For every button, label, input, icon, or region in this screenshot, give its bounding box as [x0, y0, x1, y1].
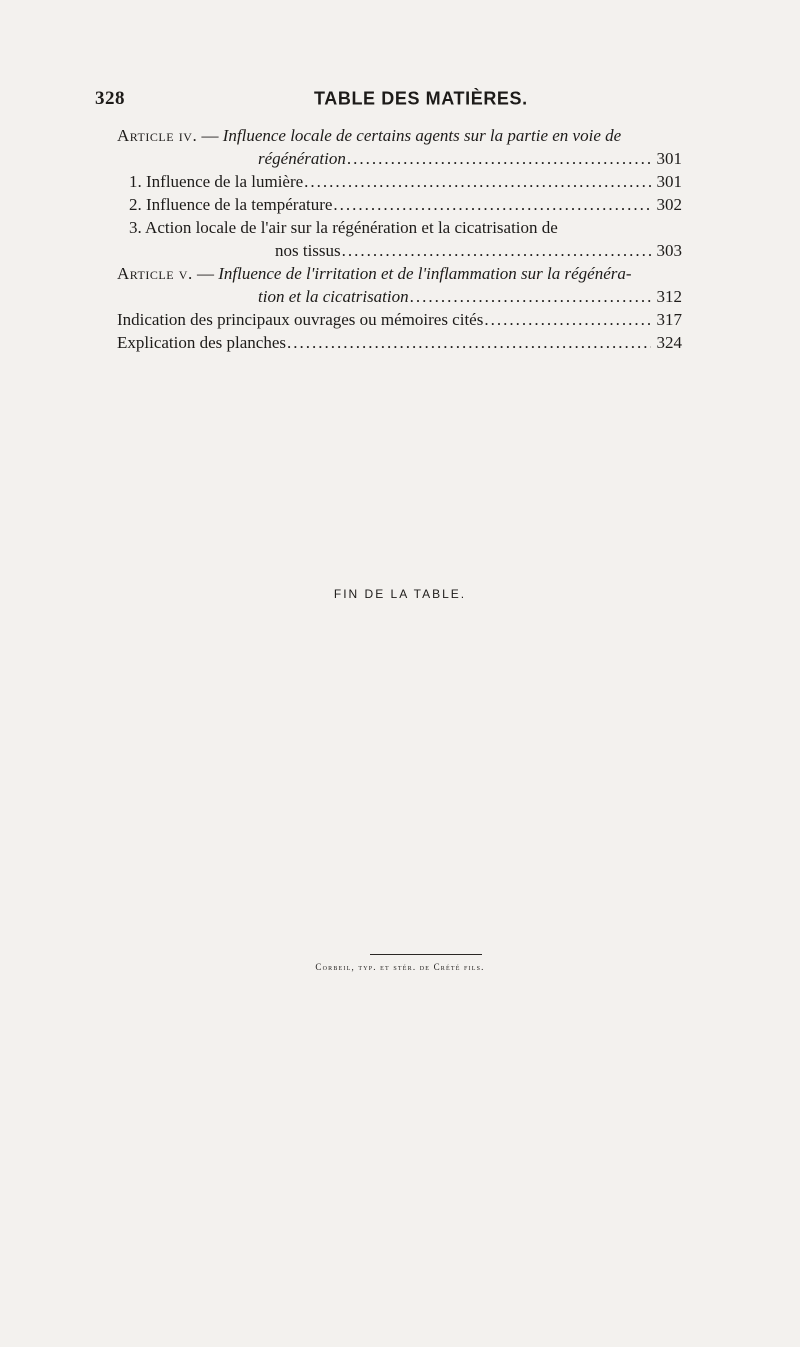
printer-imprint: Corbeil, typ. et stér. de Crété fils.: [315, 962, 485, 972]
leader-dots: [287, 331, 650, 354]
leader-dots: [347, 147, 651, 170]
leader-dots: [333, 193, 650, 216]
leader-dots: [410, 285, 651, 308]
toc-entry-article-v-line1: Article v. — Influence de l'irritation et de l'inflammation sur la régénéra-: [117, 264, 632, 283]
page-header: [0, 88, 800, 114]
toc-entry-item-3-line1: [117, 216, 682, 239]
toc-entry-article-iv-line2: [117, 147, 682, 170]
item-1-label: 1. Influence de la lumière: [129, 172, 304, 191]
indication-page: 317: [656, 310, 682, 329]
toc-entry-item-1: [117, 170, 682, 193]
toc-entry-explication: [117, 331, 682, 354]
toc-entry-article-iv-line1: Article iv. — Influence locale de certains agents sur la partie en voie de: [117, 126, 622, 145]
page-number: 328: [95, 88, 125, 109]
article-v-title-line2: tion et la cicatrisation: [258, 287, 409, 306]
toc-entry-indication: [117, 308, 682, 331]
toc-entry-item-3-line2: [117, 239, 682, 262]
article-v-title-line1: Influence de l'irritation et de l'inflammation sur la régénéra-: [218, 264, 632, 283]
article-v-page: 312: [656, 287, 682, 306]
running-title: TABLE DES MATIÈRES.: [314, 87, 528, 109]
leader-dots: [484, 308, 650, 331]
divider-rule: [370, 954, 482, 955]
end-of-table-note: FIN DE LA TABLE.: [333, 587, 467, 601]
leader-dots: [304, 170, 650, 193]
item-2-label: 2. Influence de la température: [129, 195, 333, 214]
item-3-page: 303: [656, 241, 682, 260]
leader-dots: [342, 239, 651, 262]
article-iv-label: Article iv.: [117, 126, 198, 145]
item-3-label-line1: 3. Action locale de l'air sur la régénération et la cicatrisation de: [129, 218, 558, 237]
article-v-label: Article v.: [117, 264, 193, 283]
item-2-page: 302: [656, 195, 682, 214]
article-iv-page: 301: [656, 149, 682, 168]
explication-label: Explication des planches: [117, 333, 287, 352]
item-3-label-line2: nos tissus: [275, 241, 341, 260]
article-iv-title-line2: régénération: [258, 149, 346, 168]
indication-label: Indication des principaux ouvrages ou mémoires cités: [117, 310, 484, 329]
explication-page: 324: [656, 333, 682, 352]
table-of-contents: [117, 124, 682, 354]
toc-entry-article-v-line2: [117, 285, 682, 308]
toc-entry-item-2: [117, 193, 682, 216]
article-iv-title-line1: Influence locale de certains agents sur la partie en voie de: [222, 126, 622, 145]
item-1-page: 301: [656, 172, 682, 191]
